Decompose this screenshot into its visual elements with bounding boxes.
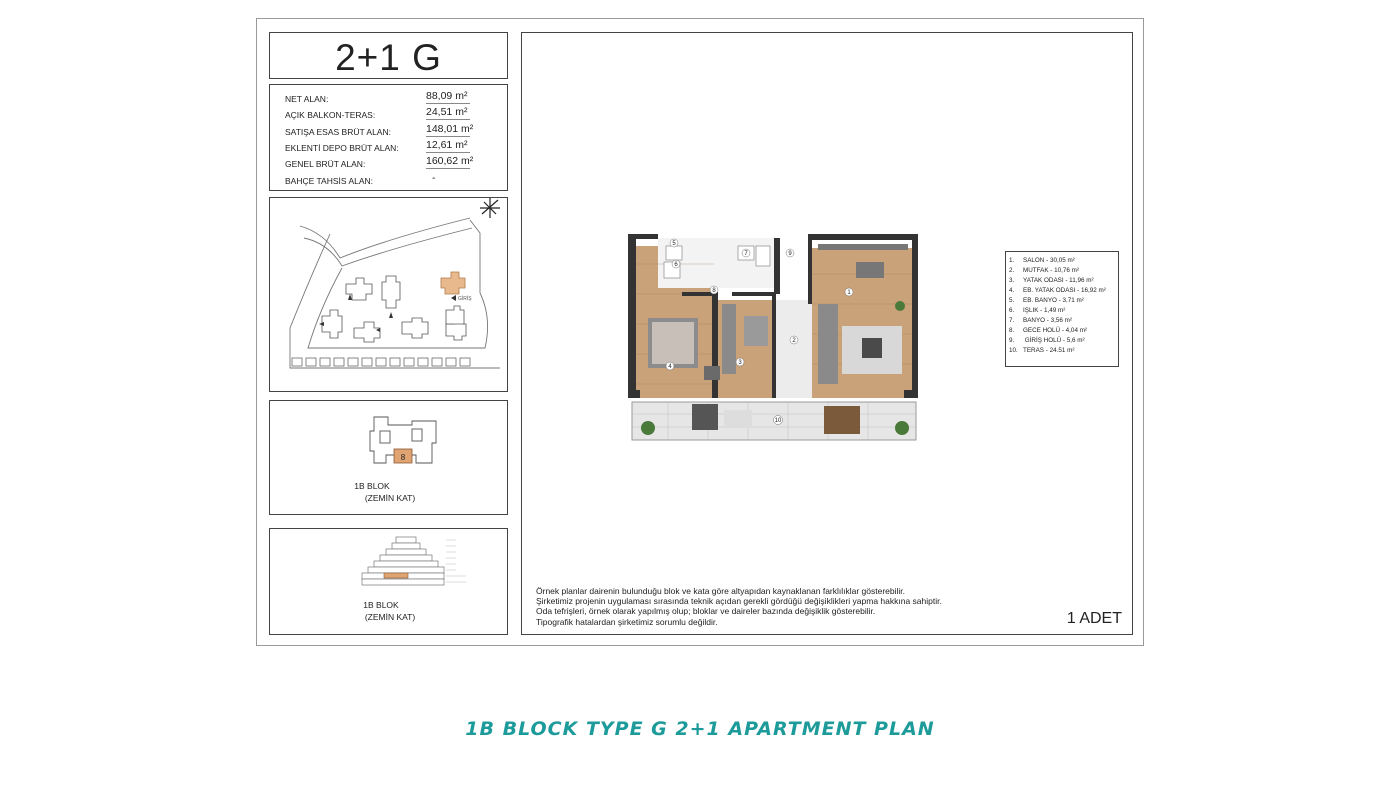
room-number: 10 [774, 418, 782, 424]
area-row: BAHÇE TAHSİS ALAN: - [285, 172, 436, 186]
footer-title: 1B BLOCK TYPE G 2+1 APARTMENT PLAN [465, 718, 935, 740]
elevation-box [269, 528, 508, 635]
legend-item: 2. MUTFAK - 10,76 m² [1009, 267, 1079, 274]
room-number: 1 [847, 290, 851, 296]
legend-item: 4. EB. YATAK ODASI - 16,92 m² [1009, 287, 1106, 294]
area-row: AÇIK BALKON-TERAS: 24,51 m² [285, 106, 485, 122]
room-number: 9 [788, 251, 792, 257]
unit-type-title: 2+1 G [335, 37, 442, 78]
legend-item: 1. SALON - 30,05 m² [1009, 257, 1075, 264]
legend-item: 10. TERAS - 24.51 m² [1009, 347, 1075, 354]
compass-icon [480, 198, 500, 218]
apartment-plan-box [521, 32, 1133, 635]
legend-item: 6. IŞLIK - 1,49 m² [1009, 307, 1066, 314]
room-legend [1005, 251, 1119, 367]
legend-item: 5. EB. BANYO - 3,71 m² [1009, 297, 1084, 304]
room-number: 3 [738, 360, 742, 366]
block-caption: 1B BLOK (ZEMİN KAT) [354, 481, 416, 503]
site-plan-box [269, 197, 508, 392]
site-plan-drawing [270, 198, 507, 391]
legend-item: 7. BANYO - 3,56 m² [1009, 317, 1072, 324]
entrance-label: GİRİŞ [458, 296, 472, 302]
floor-highlight [384, 573, 408, 578]
area-row: SATIŞA ESAS BRÜT ALAN: 148,01 m² [285, 123, 474, 137]
kitchen-floor [776, 300, 812, 398]
elevation-caption: 1B BLOK (ZEMİN KAT) [363, 600, 416, 622]
area-row: NET ALAN: 88,09 m² [285, 90, 485, 106]
disclaimer-notes: Örnek planlar dairenin bulunduğu blok ve kata göre altyapıdan kaynaklanan farklılıklar gösterebilir. Şirketimiz projenin uygulaması sırasında teknik açıdan gerekli gördüğü değişiklikleri yapma hakkına sahiptir. Oda tefrişleri, örnek olarak yapılmış olup; bloklar ve daireler bazında değişiklik gösterebilir. Tipografik hatalardan şirketimiz sorumlu değildir. [536, 586, 942, 627]
area-table [269, 84, 508, 191]
room-number: 2 [792, 338, 796, 344]
legend-item: 8. GECE HOLÜ - 4,04 m² [1009, 327, 1088, 334]
legend-item: 3. YATAK ODASI - 11,96 m² [1009, 277, 1094, 284]
legend-item: 9. GİRİŞ HOLÜ - 5,6 m² [1009, 337, 1085, 344]
block-key-plan [270, 401, 507, 481]
room-number: 5 [672, 241, 676, 247]
area-row: GENEL BRÜT ALAN: 160,62 m² [285, 155, 474, 169]
unit-number: 8 [400, 453, 406, 462]
room-number: 8 [712, 288, 716, 294]
plan-sheet [256, 18, 1144, 646]
room-number: 7 [744, 251, 748, 257]
room-number: 4 [668, 364, 672, 370]
unit-type-box [269, 32, 508, 79]
floor-plan-drawing [628, 234, 920, 443]
area-row: EKLENTİ DEPO BRÜT ALAN: 12,61 m² [285, 139, 485, 155]
elevation-drawing [270, 529, 507, 591]
room-number: 6 [674, 262, 678, 268]
unit-count: 1 ADET [1066, 610, 1122, 627]
block-key-plan-box [269, 400, 508, 515]
